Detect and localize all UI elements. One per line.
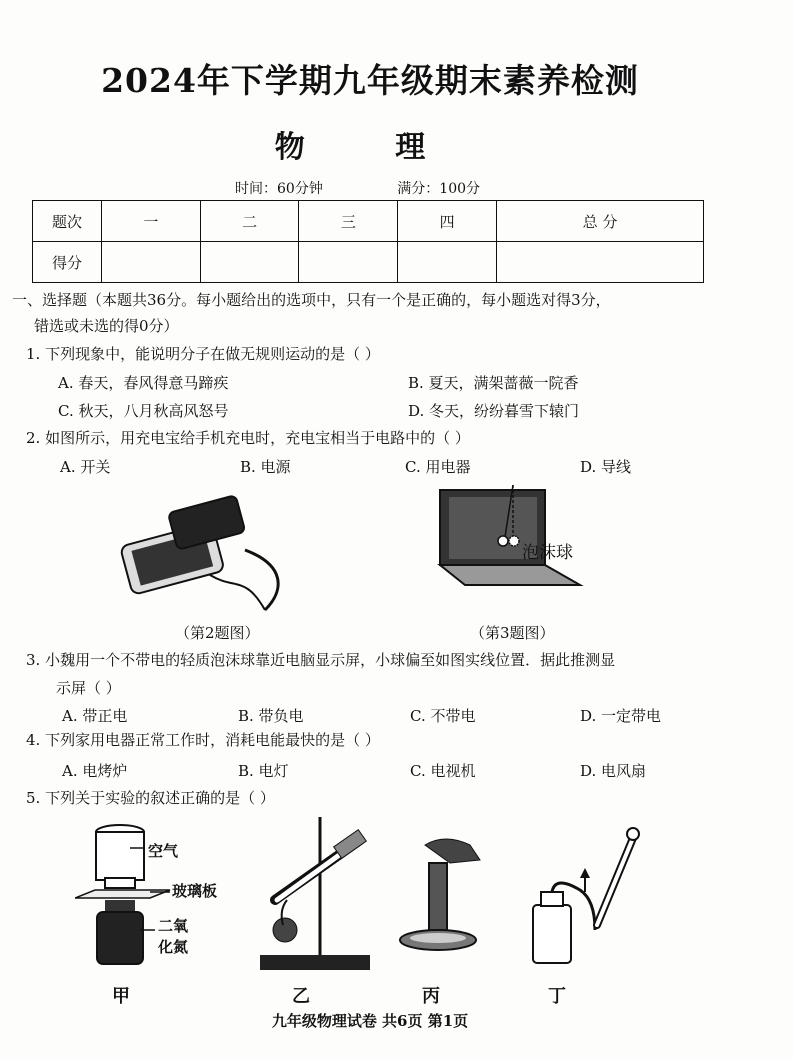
question-2-option-b[interactable]: B. 电源	[240, 458, 291, 476]
q5-panel-label-jia: 甲	[112, 986, 130, 1007]
score-table-col-4: 四	[398, 201, 497, 242]
question-4-option-b[interactable]: B. 电灯	[238, 762, 289, 780]
score-cell[interactable]	[102, 242, 201, 283]
score-table-score-row	[33, 242, 704, 283]
q5-fig-ding-bottle-syringe	[525, 820, 655, 970]
q5-fig-bing-cylinder-burning	[395, 835, 485, 975]
score-table-header-row	[33, 201, 704, 242]
section1-heading-line1: 一、选择题（本题共36分。每小题给出的选项中，只有一个是正确的，每小题选对得3分，	[12, 291, 611, 309]
fig2-phone-powerbank-illustration	[115, 495, 300, 615]
question-1-option-b[interactable]: B. 夏天，满架蔷薇一院香	[408, 374, 579, 392]
exam-full-score: 满分：100分	[397, 181, 481, 197]
question-2-option-a[interactable]: A. 开关	[60, 458, 111, 476]
score-table-col-total: 总 分	[496, 201, 703, 242]
question-1-option-d[interactable]: D. 冬天，纷纷暮雪下辕门	[408, 402, 580, 420]
question-3-option-a[interactable]: A. 带正电	[62, 707, 128, 725]
score-table-row-label: 得分	[33, 242, 102, 283]
question-1-option-a[interactable]: A. 春天，春风得意马蹄疾	[58, 374, 229, 392]
question-5-stem: 5. 下列关于实验的叙述正确的是（ ）	[26, 789, 275, 807]
question-3-stem-line1: 3. 小魏用一个不带电的轻质泡沫球靠近电脑显示屏，小球偏至如图实线位置．据此推测显	[26, 651, 616, 669]
q5-label-gas-line1: 二氧	[158, 917, 189, 935]
question-1-option-c[interactable]: C. 秋天，八月秋高风怒号	[58, 402, 229, 420]
subject-title: 物 理	[274, 130, 466, 165]
section1-heading-line2: 错选或未选的得0分）	[34, 317, 179, 335]
question-3-option-c[interactable]: C. 不带电	[410, 707, 476, 725]
question-3-option-d[interactable]: D. 一定带电	[580, 707, 662, 725]
q5-panel-label-ding: 丁	[548, 986, 566, 1007]
score-cell[interactable]	[398, 242, 497, 283]
page-footer: 九年级物理试卷 共6页 第1页	[271, 1012, 469, 1030]
question-3-stem-line2: 示屏（ ）	[56, 679, 121, 697]
q5-panel-label-bing: 丙	[422, 986, 440, 1007]
question-2-option-d[interactable]: D. 导线	[580, 458, 632, 476]
question-2-stem: 2. 如图所示，用充电宝给手机充电时，充电宝相当于电路中的（ ）	[26, 429, 470, 447]
score-table-col-3: 三	[299, 201, 398, 242]
score-table-header-label: 题次	[33, 201, 102, 242]
question-4-stem: 4. 下列家用电器正常工作时，消耗电能最快的是（ ）	[26, 731, 380, 749]
q5-label-glass: 玻璃板	[172, 882, 218, 900]
q5-label-air: 空气	[148, 842, 179, 860]
question-4-option-a[interactable]: A. 电烤炉	[62, 762, 128, 780]
fig2-caption: （第2题图）	[175, 624, 260, 642]
q5-label-gas-line2: 化氮	[158, 938, 189, 956]
score-table	[32, 200, 704, 283]
question-2-option-c[interactable]: C. 用电器	[405, 458, 471, 476]
score-table-col-2: 二	[200, 201, 299, 242]
score-cell[interactable]	[200, 242, 299, 283]
q5-panel-label-yi: 乙	[292, 986, 310, 1007]
fig3-foam-ball-label: 泡沫球	[522, 543, 573, 563]
score-table-col-1: 一	[102, 201, 201, 242]
exam-info	[235, 178, 550, 198]
q5-fig-yi-test-tube-heating	[255, 815, 385, 975]
score-cell[interactable]	[299, 242, 398, 283]
question-1-stem: 1. 下列现象中，能说明分子在做无规则运动的是（ ）	[26, 345, 380, 363]
exam-title: 2024年下学期九年级期末素养检测	[101, 61, 639, 100]
fig3-caption: （第3题图）	[470, 624, 555, 642]
question-3-option-b[interactable]: B. 带负电	[238, 707, 304, 725]
exam-time: 时间：60分钟	[235, 181, 323, 197]
question-4-option-d[interactable]: D. 电风扇	[580, 762, 647, 780]
question-4-option-c[interactable]: C. 电视机	[410, 762, 476, 780]
score-cell[interactable]	[496, 242, 703, 283]
